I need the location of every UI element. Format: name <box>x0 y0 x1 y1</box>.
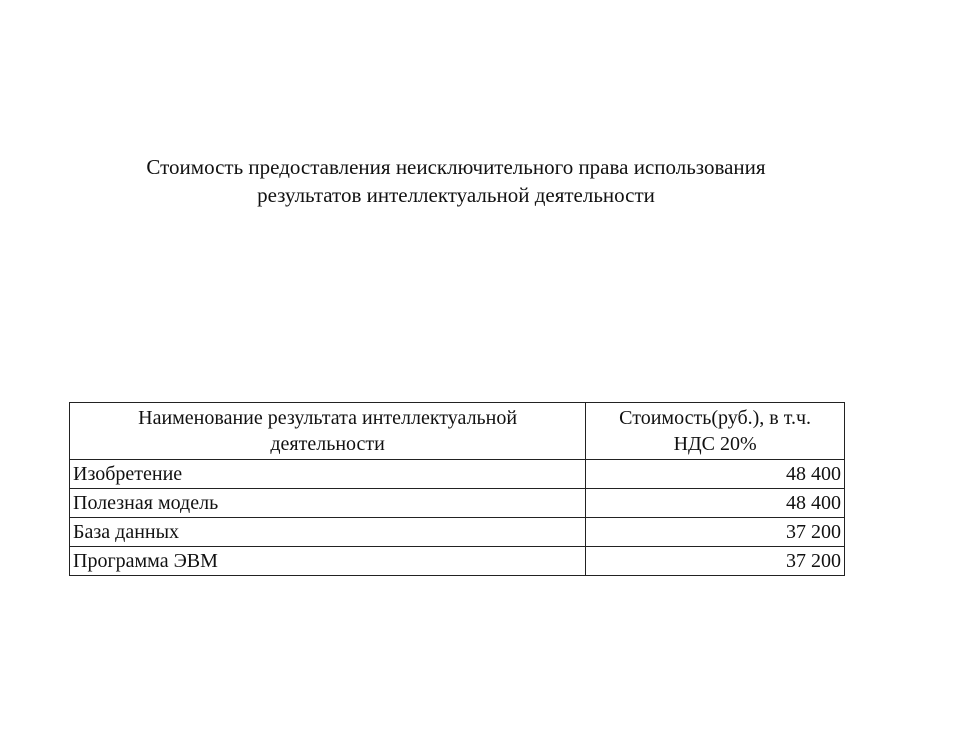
row-name: Изобретение <box>70 460 586 489</box>
table-row <box>70 489 845 518</box>
header-cost-line-2: НДС 20% <box>673 433 757 455</box>
row-name: Полезная модель <box>70 489 586 518</box>
header-name <box>70 403 586 460</box>
document-title <box>0 153 912 209</box>
title-line-1: Стоимость предоставления неисключительного права использования <box>146 155 766 179</box>
row-cost: 48 400 <box>586 489 845 518</box>
table-row <box>70 518 845 547</box>
header-cost <box>586 403 845 460</box>
header-name-line-1: Наименование результата интеллектуальной <box>138 407 518 429</box>
title-line-2: результатов интеллектуальной деятельности <box>257 183 655 207</box>
row-cost: 48 400 <box>586 460 845 489</box>
row-cost: 37 200 <box>586 547 845 576</box>
table-header-row <box>70 403 845 460</box>
header-cost-line-1: Стоимость(руб.), в т.ч. <box>619 407 812 429</box>
price-table <box>69 402 845 576</box>
table-row <box>70 460 845 489</box>
row-name: База данных <box>70 518 586 547</box>
header-name-line-2: деятельности <box>270 433 385 455</box>
row-name: Программа ЭВМ <box>70 547 586 576</box>
row-cost: 37 200 <box>586 518 845 547</box>
table-row <box>70 547 845 576</box>
